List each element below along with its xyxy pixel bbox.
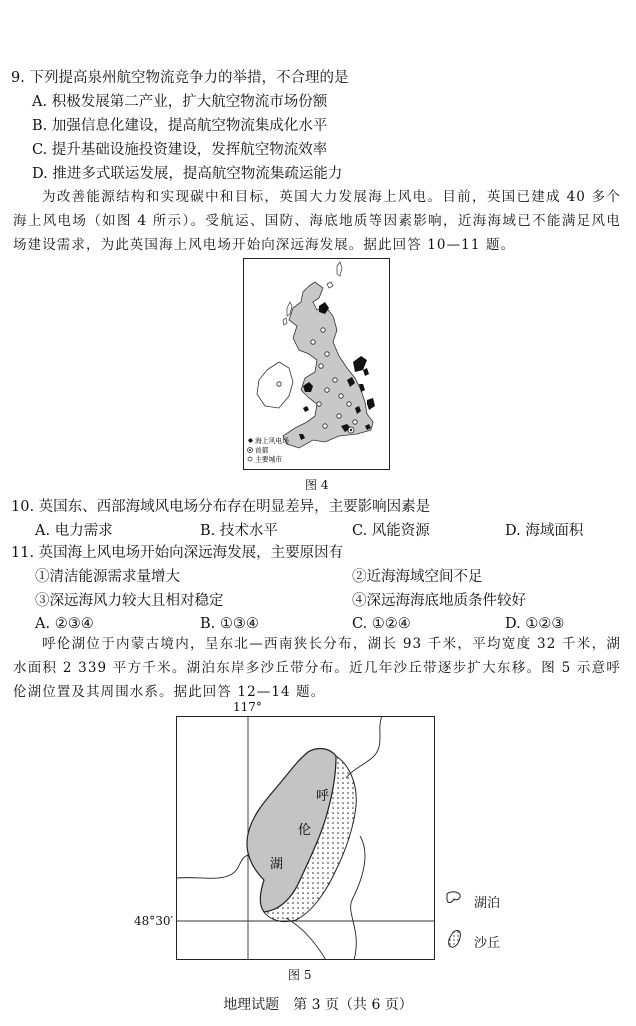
fig5-longitude-label: 117° [233, 700, 262, 714]
q9-stem: 9. 下列提高泉州航空物流竞争力的举措，不合理的是 [11, 70, 349, 86]
q11-statement-4: ④深远海海底地质条件较好 [352, 593, 526, 609]
passage-uk-wind: 为改善能源结构和实现碳中和目标，英国大力发展海上风电。目前，英国已建成 40 多个海上风电场（如图 4 所示）。受航运、国防、海底地质等因素影响，近海海域已不能满足风电场建设需求，为此英国海上风电场开始向深远海发展。据此回答 10—11 题。 [13, 189, 621, 253]
legend-lake-icon [447, 892, 460, 903]
legend-wind-farm-label: 海上风电场 [255, 437, 289, 445]
legend-city-label: 主要城市 [255, 455, 283, 464]
q9-option-a: A. 积极发展第二产业，扩大航空物流市场份额 [32, 94, 328, 110]
legend-lake-label: 湖泊 [474, 896, 501, 911]
figure-5-caption: 图 5 [288, 968, 312, 982]
lake-char-1: 呼 [316, 789, 330, 804]
legend-city-icon [248, 457, 252, 461]
q10-option-c: C. 风能资源 [352, 523, 430, 539]
q11-option-d: D. ①②③ [505, 616, 565, 632]
q11-statement-2: ②近海海域空间不足 [352, 569, 483, 585]
q10-option-d: D. 海域面积 [505, 523, 584, 539]
capital-london-icon [348, 427, 354, 433]
q9-option-d: D. 推进多式联运发展，提高航空物流集疏运能力 [32, 166, 343, 182]
page-footer: 地理试题 第 3 页（共 6 页） [223, 997, 413, 1013]
q10-option-a: A. 电力需求 [35, 523, 113, 539]
q11-stem: 11. 英国海上风电场开始向深远海发展，主要原因有 [11, 545, 344, 561]
q9-option-c: C. 提升基础设施投资建设，发挥航空物流效率 [32, 142, 328, 158]
q10-stem: 10. 英国东、西部海域风电场分布存在明显差异，主要影响因素是 [11, 499, 431, 515]
q11-option-a: A. ②③④ [35, 616, 94, 632]
q11-statement-3: ③深远海风力较大且相对稳定 [35, 593, 224, 609]
q11-option-b: B. ①③④ [200, 616, 259, 632]
passage-hulun-lake: 呼伦湖位于内蒙古境内，呈东北—西南狭长分布，湖长 93 千米，平均宽度 32 千米，湖水面积 2 339 平方千米。湖泊东岸多沙丘带分布。近几年沙丘带逐步扩大东移。图 5 示意呼伦湖位置及其周围水系。据此回答 12—14 题。 [13, 636, 621, 700]
legend-dune-label: 沙丘 [474, 936, 501, 951]
lake-char-2: 伦 [298, 823, 312, 838]
figure-4-uk-map [243, 258, 390, 470]
q11-option-c: C. ①②④ [352, 616, 411, 632]
q10-option-b: B. 技术水平 [200, 523, 278, 539]
figure-5-hulun-lake-map [176, 716, 436, 961]
q11-statement-1: ①清洁能源需求量增大 [35, 569, 180, 585]
lake-char-3: 湖 [270, 857, 284, 872]
fig5-latitude-label: 48°30′ [134, 914, 174, 928]
legend-dune-icon [449, 931, 461, 948]
figure-4-caption: 图 4 [305, 478, 329, 492]
fig5-legend-icons [444, 890, 466, 952]
legend-capital-label: 首都 [255, 446, 269, 455]
q9-option-b: B. 加强信息化建设，提高航空物流集成化水平 [32, 118, 328, 134]
